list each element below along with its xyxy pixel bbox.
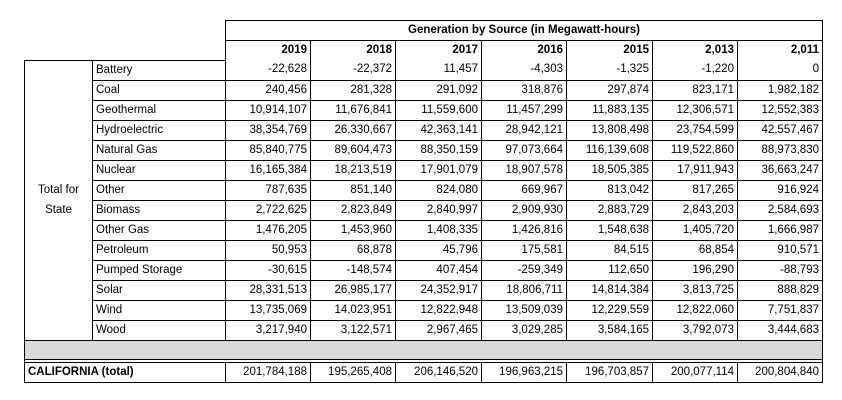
value-cell: 28,942,121 <box>482 120 567 140</box>
value-cell: 3,029,285 <box>482 320 567 340</box>
value-cell: 68,878 <box>311 240 396 260</box>
value-cell: 13,509,039 <box>482 300 567 320</box>
value-cell: 11,457,299 <box>482 100 567 120</box>
value-cell: 916,924 <box>738 180 823 200</box>
total-value-cell: 201,784,188 <box>226 362 311 382</box>
year-header: 2016 <box>482 41 567 61</box>
value-cell: 813,042 <box>567 180 653 200</box>
value-cell: 18,907,578 <box>482 160 567 180</box>
value-cell: 3,792,073 <box>653 320 738 340</box>
source-label: Solar <box>93 280 226 300</box>
value-cell: 2,843,203 <box>653 200 738 220</box>
value-cell: 13,735,069 <box>226 300 311 320</box>
year-header: 2,011 <box>738 41 823 61</box>
total-value-cell: 196,963,215 <box>482 362 567 382</box>
table-row <box>25 160 823 180</box>
table-row <box>25 280 823 300</box>
value-cell: 824,080 <box>396 180 482 200</box>
value-cell: 817,265 <box>653 180 738 200</box>
value-cell: 88,973,830 <box>738 140 823 160</box>
value-cell: 116,139,608 <box>567 140 653 160</box>
value-cell: 13,808,498 <box>567 120 653 140</box>
value-cell: 24,352,917 <box>396 280 482 300</box>
source-label: Battery <box>93 60 226 80</box>
value-cell: 84,515 <box>567 240 653 260</box>
value-cell: 11,676,841 <box>311 100 396 120</box>
total-row <box>25 362 823 382</box>
total-value-cell: 200,804,840 <box>738 362 823 382</box>
value-cell: 89,604,473 <box>311 140 396 160</box>
year-header: 2,013 <box>653 41 738 61</box>
value-cell: 888,829 <box>738 280 823 300</box>
source-label: Hydroelectric <box>93 120 226 140</box>
value-cell: 14,814,384 <box>567 280 653 300</box>
value-cell: 3,217,940 <box>226 320 311 340</box>
value-cell: 1,666,987 <box>738 220 823 240</box>
value-cell: 16,165,384 <box>226 160 311 180</box>
value-cell: 42,363,141 <box>396 120 482 140</box>
value-cell: -259,349 <box>482 260 567 280</box>
value-cell: 2,722,625 <box>226 200 311 220</box>
value-cell: 2,883,729 <box>567 200 653 220</box>
source-label: Petroleum <box>93 240 226 260</box>
total-value-cell: 196,703,857 <box>567 362 653 382</box>
value-cell: 68,854 <box>653 240 738 260</box>
value-cell: 1,476,205 <box>226 220 311 240</box>
value-cell: 2,909,930 <box>482 200 567 220</box>
value-cell: -22,628 <box>226 60 311 80</box>
state-label <box>25 60 93 340</box>
value-cell: 851,140 <box>311 180 396 200</box>
value-cell: 2,967,465 <box>396 320 482 340</box>
source-label: Coal <box>93 80 226 100</box>
value-cell: 11,457 <box>396 60 482 80</box>
value-cell: 281,328 <box>311 80 396 100</box>
value-cell: 45,796 <box>396 240 482 260</box>
value-cell: 240,456 <box>226 80 311 100</box>
value-cell: 18,806,711 <box>482 280 567 300</box>
table-row <box>25 240 823 260</box>
table-row <box>25 100 823 120</box>
value-cell: 12,229,559 <box>567 300 653 320</box>
value-cell: 7,751,837 <box>738 300 823 320</box>
total-value-cell: 206,146,520 <box>396 362 482 382</box>
source-label: Natural Gas <box>93 140 226 160</box>
year-header: 2018 <box>311 41 396 61</box>
value-cell: 11,883,135 <box>567 100 653 120</box>
value-cell: 28,331,513 <box>226 280 311 300</box>
table-row <box>25 60 823 80</box>
value-cell: 0 <box>738 60 823 80</box>
value-cell: 3,584,165 <box>567 320 653 340</box>
value-cell: 175,581 <box>482 240 567 260</box>
value-cell: -4,303 <box>482 60 567 80</box>
value-cell: 1,426,816 <box>482 220 567 240</box>
total-label: CALIFORNIA (total) <box>25 362 226 382</box>
value-cell: 85,840,775 <box>226 140 311 160</box>
value-cell: 26,985,177 <box>311 280 396 300</box>
value-cell: 12,306,571 <box>653 100 738 120</box>
source-label: Biomass <box>93 200 226 220</box>
value-cell: 787,635 <box>226 180 311 200</box>
value-cell: 2,823,849 <box>311 200 396 220</box>
value-cell: 26,330,667 <box>311 120 396 140</box>
value-cell: 12,822,060 <box>653 300 738 320</box>
value-cell: 1,453,960 <box>311 220 396 240</box>
value-cell: 23,754,599 <box>653 120 738 140</box>
title-row <box>25 21 823 41</box>
state-label-line1: Total for <box>38 184 79 196</box>
source-label: Geothermal <box>93 100 226 120</box>
table-row <box>25 260 823 280</box>
value-cell: 1,405,720 <box>653 220 738 240</box>
value-cell: -148,574 <box>311 260 396 280</box>
separator-row <box>25 340 823 359</box>
value-cell: -1,325 <box>567 60 653 80</box>
value-cell: 3,813,725 <box>653 280 738 300</box>
value-cell: 3,122,571 <box>311 320 396 340</box>
value-cell: 12,822,948 <box>396 300 482 320</box>
value-cell: 2,584,693 <box>738 200 823 220</box>
source-label: Wood <box>93 320 226 340</box>
value-cell: 88,350,159 <box>396 140 482 160</box>
value-cell: -22,372 <box>311 60 396 80</box>
total-value-cell: 195,265,408 <box>311 362 396 382</box>
value-cell: 297,874 <box>567 80 653 100</box>
table-row <box>25 300 823 320</box>
source-label: Nuclear <box>93 160 226 180</box>
state-label-line2: State <box>45 204 72 216</box>
value-cell: 42,557,467 <box>738 120 823 140</box>
value-cell: 18,505,385 <box>567 160 653 180</box>
value-cell: -1,220 <box>653 60 738 80</box>
value-cell: 407,454 <box>396 260 482 280</box>
value-cell: 196,290 <box>653 260 738 280</box>
generation-table <box>24 20 823 383</box>
value-cell: 2,840,997 <box>396 200 482 220</box>
table-row <box>25 320 823 340</box>
value-cell: 1,548,638 <box>567 220 653 240</box>
value-cell: 17,911,943 <box>653 160 738 180</box>
value-cell: 669,967 <box>482 180 567 200</box>
value-cell: 11,559,600 <box>396 100 482 120</box>
table-row <box>25 120 823 140</box>
value-cell: 119,522,860 <box>653 140 738 160</box>
value-cell: 1,982,182 <box>738 80 823 100</box>
value-cell: 50,953 <box>226 240 311 260</box>
source-label: Wind <box>93 300 226 320</box>
table-row <box>25 80 823 100</box>
value-cell: 318,876 <box>482 80 567 100</box>
table-row <box>25 220 823 240</box>
year-header-row <box>25 41 823 61</box>
table-row <box>25 140 823 160</box>
value-cell: 3,444,683 <box>738 320 823 340</box>
value-cell: -88,793 <box>738 260 823 280</box>
value-cell: 17,901,079 <box>396 160 482 180</box>
value-cell: 910,571 <box>738 240 823 260</box>
value-cell: 14,023,951 <box>311 300 396 320</box>
source-label: Other <box>93 180 226 200</box>
year-header: 2019 <box>226 41 311 61</box>
value-cell: -30,615 <box>226 260 311 280</box>
total-value-cell: 200,077,114 <box>653 362 738 382</box>
value-cell: 12,552,383 <box>738 100 823 120</box>
year-header: 2015 <box>567 41 653 61</box>
value-cell: 97,073,664 <box>482 140 567 160</box>
value-cell: 112,650 <box>567 260 653 280</box>
table-title: Generation by Source (in Megawatt-hours) <box>226 21 823 41</box>
table-row <box>25 200 823 220</box>
table-row <box>25 180 823 200</box>
value-cell: 1,408,335 <box>396 220 482 240</box>
separator-band <box>25 340 823 359</box>
value-cell: 823,171 <box>653 80 738 100</box>
source-label: Other Gas <box>93 220 226 240</box>
source-label: Pumped Storage <box>93 260 226 280</box>
value-cell: 18,213,519 <box>311 160 396 180</box>
value-cell: 38,354,769 <box>226 120 311 140</box>
value-cell: 291,092 <box>396 80 482 100</box>
value-cell: 10,914,107 <box>226 100 311 120</box>
value-cell: 36,663,247 <box>738 160 823 180</box>
year-header: 2017 <box>396 41 482 61</box>
